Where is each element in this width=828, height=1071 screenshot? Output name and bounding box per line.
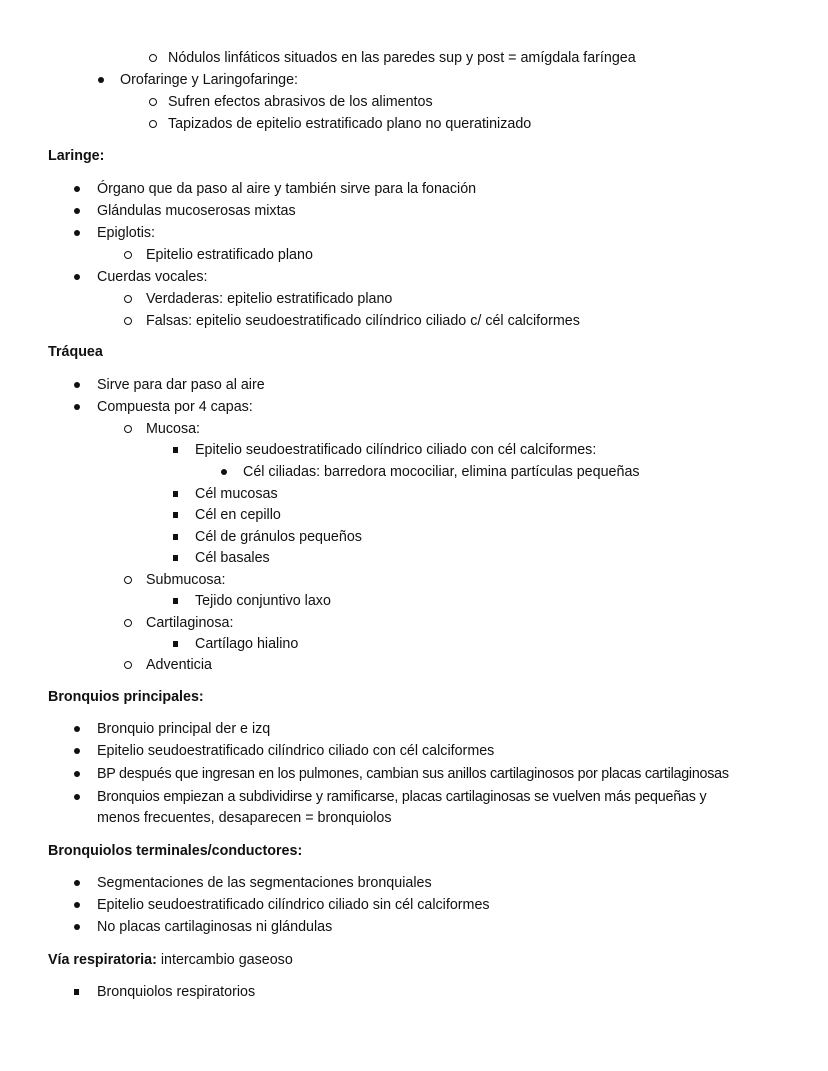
item-text: Submucosa: bbox=[146, 572, 226, 588]
item-text: Mucosa: bbox=[146, 421, 201, 437]
item-text: Orofaringe y Laringofaringe: bbox=[120, 72, 299, 88]
item-text: Nódulos linfáticos situados en las paredes sup y post = amígdala faríngea bbox=[168, 50, 636, 66]
item-text: Sufren efectos abrasivos de los alimentos bbox=[168, 94, 433, 110]
item-text: Cél ciliadas: barredora mocociliar, elimina partículas pequeñas bbox=[243, 464, 640, 480]
item-text: BP después que ingresan en los pulmones, cambian sus anillos cartilaginosos por placas cartilaginosas bbox=[97, 766, 729, 782]
item-text: Epitelio seudoestratificado cilíndrico ciliado con cél calciformes: bbox=[195, 442, 597, 458]
item-text: Cél basales bbox=[195, 550, 270, 566]
section-heading: Bronquiolos terminales/conductores: bbox=[48, 843, 303, 859]
item-text: Cartílago hialino bbox=[195, 636, 299, 652]
item-text: Tejido conjuntivo laxo bbox=[195, 593, 331, 609]
section-heading: Bronquios principales: bbox=[48, 689, 204, 705]
item-text: Adventicia bbox=[146, 657, 212, 673]
item-text: No placas cartilaginosas ni glándulas bbox=[97, 919, 333, 935]
heading-description: intercambio gaseoso bbox=[156, 952, 293, 968]
section-heading: Tráquea bbox=[48, 344, 103, 360]
item-text: Compuesta por 4 capas: bbox=[97, 399, 253, 415]
item-text: Cél de gránulos pequeños bbox=[195, 529, 362, 545]
item-text: Cél mucosas bbox=[195, 486, 278, 502]
item-text: Cél en cepillo bbox=[195, 507, 281, 523]
item-text: Falsas: epitelio seudoestratificado cilíndrico ciliado c/ cél calciformes bbox=[146, 313, 580, 329]
item-text: Glándulas mucoserosas mixtas bbox=[97, 203, 296, 219]
section-heading: Vía respiratoria: bbox=[48, 952, 157, 968]
item-text: Bronquiolos respiratorios bbox=[97, 984, 256, 1000]
item-text: Bronquio principal der e izq bbox=[97, 721, 271, 737]
item-text: Bronquios empiezan a subdividirse y ramificarse, placas cartilaginosas se vuelven más pequeñas y bbox=[97, 789, 707, 805]
item-text: Tapizados de epitelio estratificado plano no queratinizado bbox=[168, 116, 532, 132]
item-text: Cuerdas vocales: bbox=[97, 269, 208, 285]
list-item-continuation: menos frecuentes, desaparecen = bronquiolos bbox=[97, 810, 392, 826]
item-text: Verdaderas: epitelio estratificado plano bbox=[146, 291, 393, 307]
section-heading-line bbox=[48, 950, 293, 970]
item-text: Epiglotis: bbox=[97, 225, 156, 241]
item-text: Segmentaciones de las segmentaciones bronquiales bbox=[97, 875, 432, 891]
item-text: Órgano que da paso al aire y también sirve para la fonación bbox=[97, 181, 477, 197]
item-text: Epitelio seudoestratificado cilíndrico ciliado sin cél calciformes bbox=[97, 897, 490, 913]
item-text: Epitelio seudoestratificado cilíndrico ciliado con cél calciformes bbox=[97, 743, 495, 759]
section-heading: Laringe: bbox=[48, 148, 105, 164]
item-text: Cartilaginosa: bbox=[146, 615, 234, 631]
item-text: Epitelio estratificado plano bbox=[146, 247, 313, 263]
item-text: Sirve para dar paso al aire bbox=[97, 377, 265, 393]
